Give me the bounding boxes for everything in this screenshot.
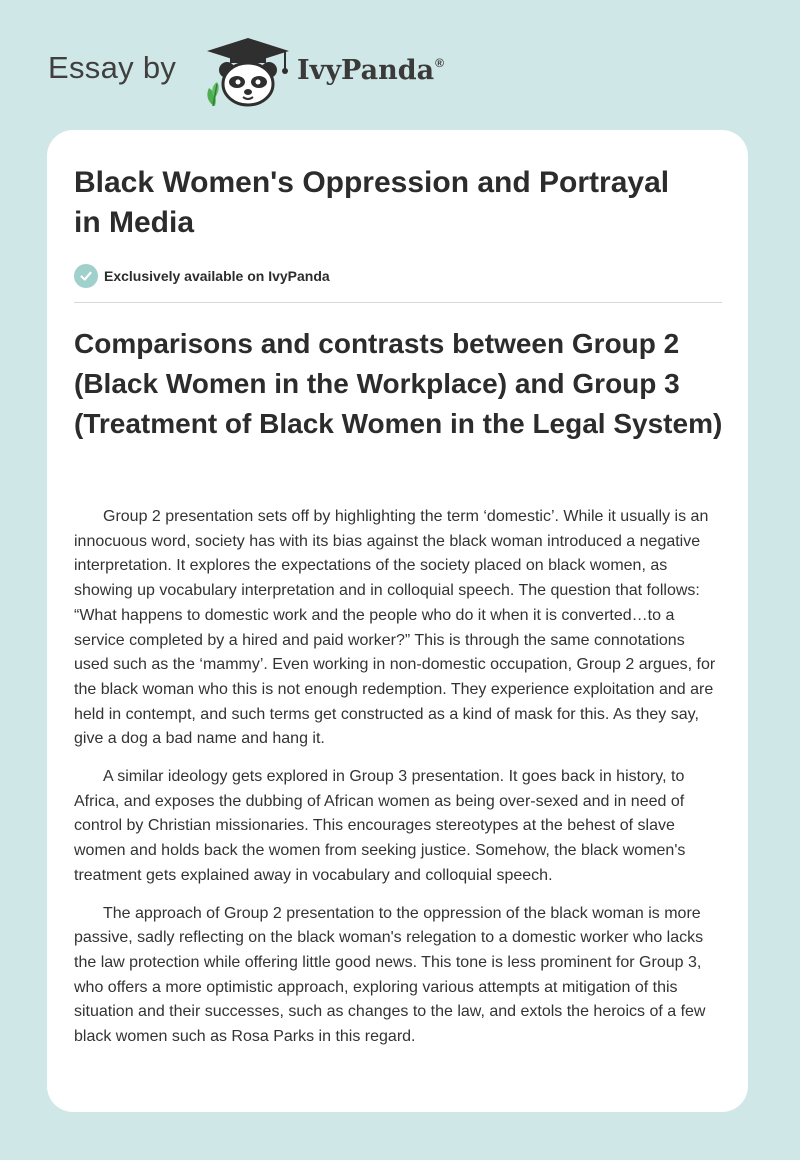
divider: [74, 302, 722, 303]
checkmark-icon: [74, 264, 98, 288]
section-heading: Comparisons and contrasts between Group 2 (Black Women in the Workplace) and Group 3 (Treatment of Black Women in the Legal System): [74, 328, 723, 439]
essay-by-label: Essay by: [48, 50, 177, 85]
panda-logo-icon[interactable]: [203, 36, 293, 108]
essay-card: [47, 130, 748, 1112]
exclusive-label: Exclusively available on IvyPanda: [104, 268, 330, 284]
brand-wordmark: IvyPanda: [297, 55, 435, 86]
page-title: Black Women's Oppression and Portrayal in Media: [74, 166, 670, 239]
registered-mark: ®: [435, 56, 444, 70]
essay-body: [74, 505, 720, 1063]
site-header: [0, 0, 800, 125]
paragraph-2: A similar ideology gets explored in Group 3 presentation. It goes back in history, to Africa, and exposes the dubbing of African women as being over-sexed and in need of control by Christian missionaries. This encourages stereotypes at the behest of slave women and holds back the women from seeking justice. Somehow, the black women's treatment gets explained away in vocabulary and colloquial speech.: [74, 768, 686, 884]
paragraph-1: Group 2 presentation sets off by highlighting the term ‘domestic’. While it usually is an innocuous word, society has with its bias against the black woman introduced a negative interpretation. It explores the expectations of the society placed on black women, as showing up vocabulary interpretation and in colloquial speech. The question that follows: “What happens to domestic work and the people who do it when it is converted…to a service completed by a hired and paid worker?” This is through the same connotations used such as the ‘mammy’. Even working in non-domestic occupation, Group 2 argues, for the black woman who this is not enough redemption. They experience exploitation and are held in contempt, and such terms get constructed as a kind of mask for this. As they say, give a dog a bad name and hang it.: [74, 508, 716, 748]
exclusive-badge: [74, 263, 330, 289]
paragraph-3: The approach of Group 2 presentation to the oppression of the black woman is more passive, sadly reflecting on the black woman's relegation to a domestic worker who lacks the law protection while offering little good news. This tone is less prominent for Group 3, who offers a more optimistic approach, exploring various attempts at mitigation of this situation and their successes, such as changes to the law, and extols the heroics of a few black women such as Rosa Parks in this regard.: [74, 904, 706, 1046]
brand-name[interactable]: [297, 55, 444, 86]
